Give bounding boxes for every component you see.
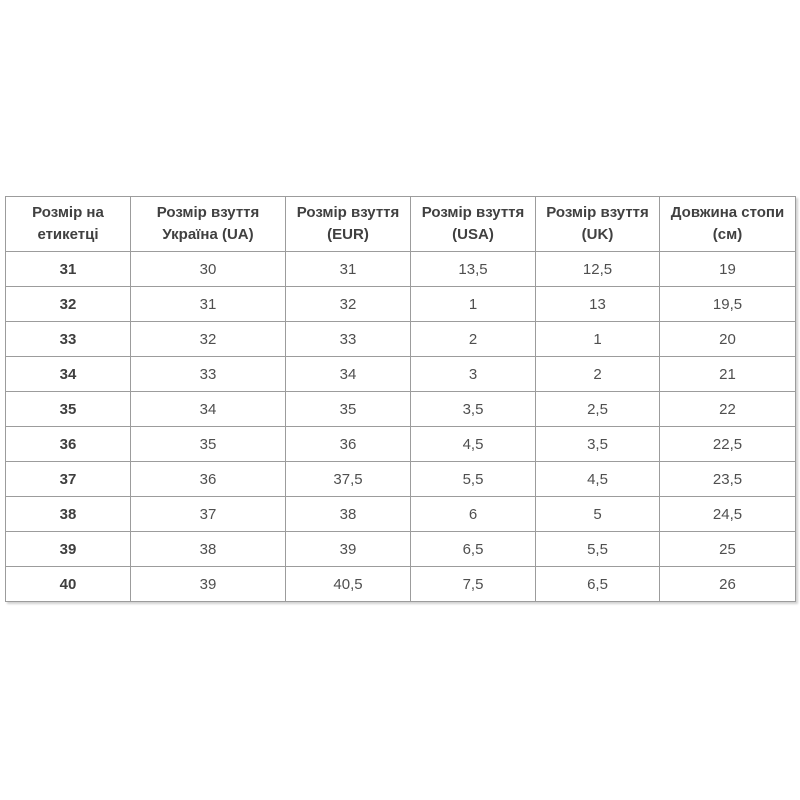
table-row-39 <box>6 532 796 567</box>
label-size-cell: 36 <box>6 427 131 462</box>
table-row-40 <box>6 567 796 602</box>
size-value-cell: 2 <box>536 357 660 392</box>
table-head <box>6 197 796 252</box>
label-size-cell: 35 <box>6 392 131 427</box>
label-size-cell: 39 <box>6 532 131 567</box>
table-row-34 <box>6 357 796 392</box>
table-row-32 <box>6 287 796 322</box>
size-value-cell: 38 <box>286 497 411 532</box>
size-value-cell: 22 <box>660 392 796 427</box>
size-value-cell: 3,5 <box>411 392 536 427</box>
size-value-cell: 33 <box>286 322 411 357</box>
size-value-cell: 39 <box>131 567 286 602</box>
table-header-row <box>6 197 796 252</box>
size-value-cell: 33 <box>131 357 286 392</box>
size-value-cell: 19,5 <box>660 287 796 322</box>
table-row-36 <box>6 427 796 462</box>
size-value-cell: 32 <box>131 322 286 357</box>
size-value-cell: 34 <box>131 392 286 427</box>
table-row-33 <box>6 322 796 357</box>
size-value-cell: 32 <box>286 287 411 322</box>
size-value-cell: 23,5 <box>660 462 796 497</box>
column-header-5: Довжина стопи (см) <box>660 197 796 252</box>
size-value-cell: 4,5 <box>411 427 536 462</box>
column-header-0: Розмір на етикетці <box>6 197 131 252</box>
size-value-cell: 37 <box>131 497 286 532</box>
shoe-size-conversion-table <box>5 196 796 602</box>
size-value-cell: 31 <box>131 287 286 322</box>
size-value-cell: 1 <box>411 287 536 322</box>
size-value-cell: 38 <box>131 532 286 567</box>
size-value-cell: 5,5 <box>536 532 660 567</box>
size-value-cell: 13,5 <box>411 252 536 287</box>
size-value-cell: 34 <box>286 357 411 392</box>
label-size-cell: 31 <box>6 252 131 287</box>
size-value-cell: 5 <box>536 497 660 532</box>
column-header-4: Розмір взуття (UK) <box>536 197 660 252</box>
size-value-cell: 39 <box>286 532 411 567</box>
size-value-cell: 3 <box>411 357 536 392</box>
size-value-cell: 36 <box>286 427 411 462</box>
table-body <box>6 252 796 602</box>
size-value-cell: 40,5 <box>286 567 411 602</box>
size-value-cell: 12,5 <box>536 252 660 287</box>
size-value-cell: 35 <box>131 427 286 462</box>
size-value-cell: 5,5 <box>411 462 536 497</box>
size-value-cell: 21 <box>660 357 796 392</box>
size-value-cell: 30 <box>131 252 286 287</box>
size-value-cell: 36 <box>131 462 286 497</box>
size-value-cell: 31 <box>286 252 411 287</box>
column-header-1: Розмір взуття Україна (UA) <box>131 197 286 252</box>
size-value-cell: 3,5 <box>536 427 660 462</box>
size-value-cell: 35 <box>286 392 411 427</box>
label-size-cell: 38 <box>6 497 131 532</box>
size-value-cell: 2 <box>411 322 536 357</box>
size-value-cell: 24,5 <box>660 497 796 532</box>
size-value-cell: 26 <box>660 567 796 602</box>
label-size-cell: 37 <box>6 462 131 497</box>
label-size-cell: 32 <box>6 287 131 322</box>
column-header-3: Розмір взуття (USA) <box>411 197 536 252</box>
size-value-cell: 6,5 <box>536 567 660 602</box>
size-value-cell: 7,5 <box>411 567 536 602</box>
size-value-cell: 2,5 <box>536 392 660 427</box>
label-size-cell: 33 <box>6 322 131 357</box>
size-value-cell: 19 <box>660 252 796 287</box>
size-value-cell: 20 <box>660 322 796 357</box>
size-value-cell: 25 <box>660 532 796 567</box>
size-value-cell: 4,5 <box>536 462 660 497</box>
table-row-31 <box>6 252 796 287</box>
size-value-cell: 6 <box>411 497 536 532</box>
table-row-35 <box>6 392 796 427</box>
label-size-cell: 40 <box>6 567 131 602</box>
size-value-cell: 37,5 <box>286 462 411 497</box>
label-size-cell: 34 <box>6 357 131 392</box>
size-value-cell: 22,5 <box>660 427 796 462</box>
size-value-cell: 13 <box>536 287 660 322</box>
table-row-37 <box>6 462 796 497</box>
size-value-cell: 1 <box>536 322 660 357</box>
table-row-38 <box>6 497 796 532</box>
size-value-cell: 6,5 <box>411 532 536 567</box>
column-header-2: Розмір взуття (EUR) <box>286 197 411 252</box>
